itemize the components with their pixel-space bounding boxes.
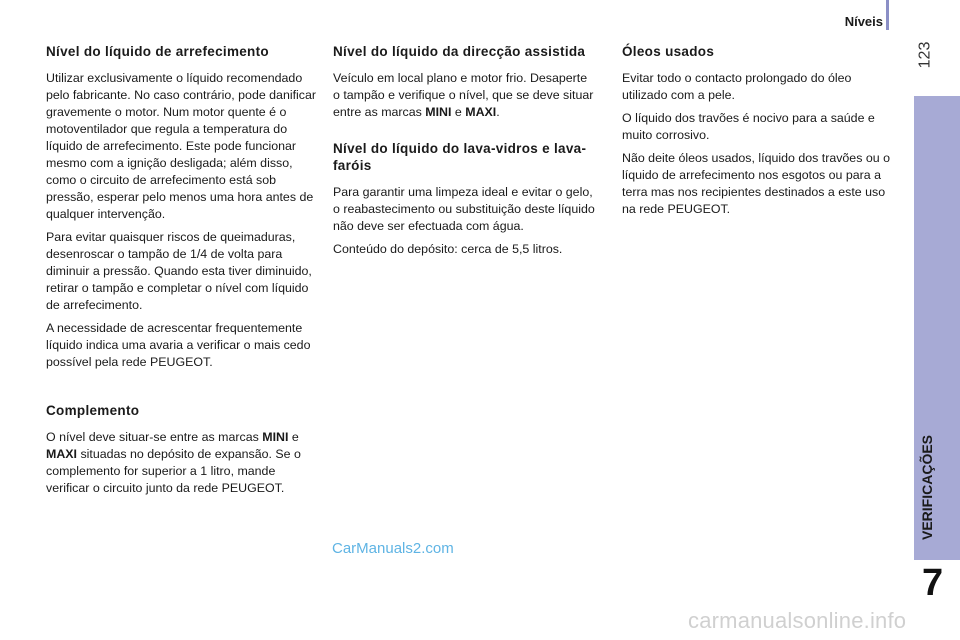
topup-text-3: situadas no depósito de expansão. Se o complemento for superior a 1 litro, mande verificar o circuito junto da rede PEUGEOT. <box>46 447 301 495</box>
steering-and: e <box>454 105 462 119</box>
section-title: Níveis <box>844 14 883 29</box>
chapter-label <box>919 500 935 540</box>
oils-paragraph-1: Evitar todo o contacto prolongado do óleo utilizado com a pele. <box>622 71 852 102</box>
coolant-paragraph-2: Para evitar quaisquer riscos de queimaduras, desenroscar o tampão de 1/4 de volta para diminuir a pressão. Quando esta tiver diminuido, retirar o tampão e completar o nível com líquido de arrefecimento. <box>46 230 312 312</box>
oils-paragraph-2: O líquido dos travões é nocivo para a saúde e muito corrosivo. <box>622 111 875 142</box>
column-used-oils <box>622 40 890 224</box>
column-coolant <box>46 40 318 503</box>
topup-paragraph <box>46 429 318 497</box>
oils-heading: Óleos usados <box>622 44 715 59</box>
topup-text-1: O nível deve situar-se entre as marcas <box>46 430 259 444</box>
topup-text-2: e <box>291 430 299 444</box>
washer-paragraph-2: Conteúdo do depósito: cerca de 5,5 litros. <box>333 242 563 256</box>
header-rule <box>886 0 889 30</box>
steering-mini-mark: MINI <box>425 105 452 119</box>
coolant-paragraph-3: A necessidade de acrescentar frequentemente líquido indica uma avaria a verificar o mais cedo possível pela rede PEUGEOT. <box>46 321 311 369</box>
watermark-carmanuals2: CarManuals2.com <box>332 540 454 557</box>
washer-paragraph-1: Para garantir uma limpeza ideal e evitar o gelo, o reabastecimento ou substituição deste líquido não deve ser efectuada com água. <box>333 185 595 233</box>
washer-heading: Nível do líquido do lava-vidros e lava-faróis <box>333 141 587 173</box>
steering-text: Veículo em local plano e motor frio. Desaperte o tampão e verifique o nível, que se deve situar entre as marcas <box>333 71 594 119</box>
coolant-paragraph-1: Utilizar exclusivamente o líquido recomendado pelo fabricante. No caso contrário, pode danificar gravemente o motor. Num motor quente é o motoventilador que regula a temperatura do líquido de arrefecimento. Este pode funcionar mesmo com a ignição desligada; além disso, como o circuito de arrefecimento está sob pressão, esperar pelo menos uma hora antes de qualquer intervenção. <box>46 71 316 221</box>
page-number <box>912 40 952 80</box>
topup-heading: Complemento <box>46 403 140 418</box>
page-number-text: 123 <box>916 41 934 69</box>
chapter-number: 7 <box>922 562 944 604</box>
coolant-heading: Nível do líquido de arrefecimento <box>46 44 269 59</box>
mini-mark: MINI <box>262 430 289 444</box>
column-steering-washer <box>333 40 595 264</box>
oils-paragraph-3: Não deite óleos usados, líquido dos travões ou o líquido de arrefecimento nos esgotos ou para a terra mas nos recipientes destinados a este uso na rede PEUGEOT. <box>622 151 890 216</box>
steering-paragraph <box>333 70 595 121</box>
steering-heading: Nível do líquido da direcção assistida <box>333 44 586 59</box>
maxi-mark: MAXI <box>46 447 77 461</box>
steering-maxi-mark: MAXI <box>465 105 497 119</box>
watermark-carmanualsonline: carmanualsonline.info <box>688 608 907 633</box>
steering-end: . <box>496 105 500 119</box>
